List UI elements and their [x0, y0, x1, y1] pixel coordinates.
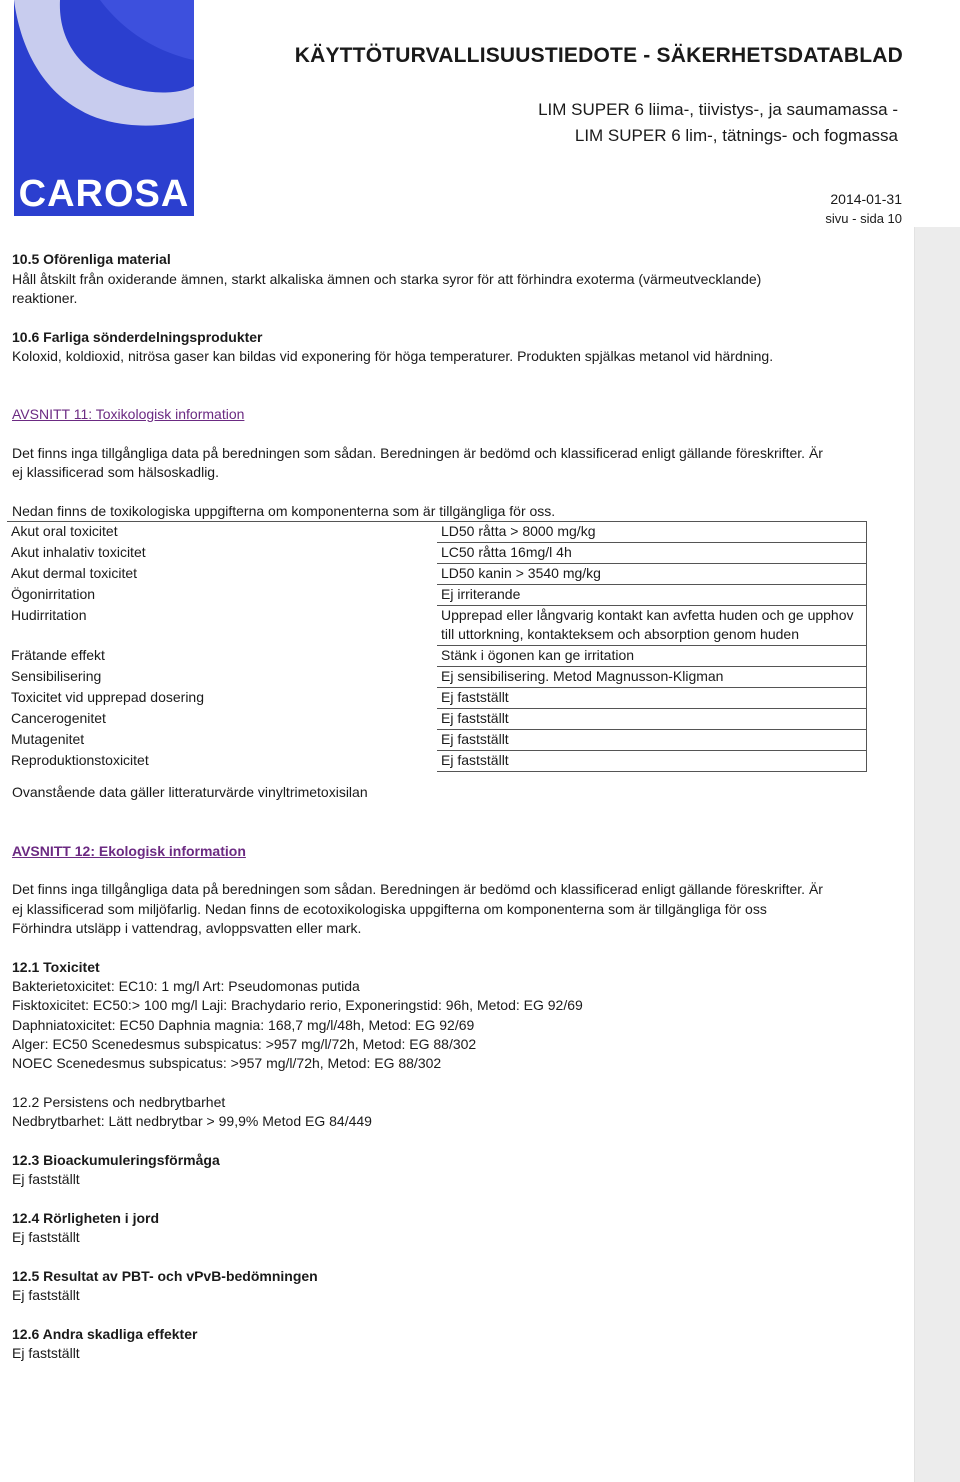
section-12-6-heading: 12.6 Andra skadliga effekter [12, 1326, 198, 1342]
table-row [7, 585, 867, 606]
carosa-logo-graphic [0, 0, 200, 220]
section-12-paragraph-cont: ej klassificerad som miljöfarlig. Nedan finns de ecotoxikologiska uppgifterna om komponenterna som är tillgängliga för oss [12, 901, 767, 917]
toxicity-line: Bakterietoxicitet: EC10: 1 mg/l Art: Pseudomonas putida [12, 978, 360, 994]
table-cell-value: Ej irriterande [437, 585, 867, 606]
table-row [7, 751, 867, 772]
table-note: Ovanstående data gäller litteraturvärde vinyltrimetoxisilan [12, 784, 368, 800]
table-cell-value: LC50 råtta 16mg/l 4h [437, 543, 867, 564]
section-12-4-text: Ej fastställt [12, 1229, 80, 1245]
section-12-5-text: Ej fastställt [12, 1287, 80, 1303]
table-row [7, 606, 867, 646]
section-12-4-heading: 12.4 Rörligheten i jord [12, 1210, 160, 1226]
section-11-paragraph-cont: ej klassificerad som hälsoskadlig. [12, 464, 219, 480]
table-cell-label: Akut oral toxicitet [7, 522, 437, 543]
carosa-logo [0, 0, 200, 220]
table-cell-label: Akut inhalativ toxicitet [11, 543, 146, 560]
product-name-sv: LIM SUPER 6 lim-, tätnings- och fogmassa [574, 126, 898, 145]
document-date: 2014-01-31 [830, 191, 902, 207]
section-11-heading: AVSNITT 11: Toxikologisk information [12, 406, 245, 422]
toxicity-line: Fisktoxicitet: EC50:> 100 mg/l Laji: Brachydario rerio, Exponeringstid: 96h, Metod: EG 92/69 [12, 997, 583, 1013]
table-cell-value: LD50 råtta > 8000 mg/kg [437, 522, 867, 543]
section-12-paragraph: Det finns inga tillgångliga data på beredningen som sådan. Beredningen är bedömd och klassificerad enligt gällande föreskrifter. Är [12, 881, 823, 897]
table-row [7, 522, 867, 543]
table-row [7, 667, 867, 688]
table-cell-value: Ej fastställt [437, 709, 867, 730]
section-11-intro: Nedan finns de toxikologiska uppgifterna om komponenterna som är tillgängliga för oss. [12, 503, 556, 519]
section-12-2-heading: 12.2 Persistens och nedbrytbarhet [12, 1094, 226, 1110]
section-10-6-heading: 10.6 Farliga sönderdelningsprodukter [12, 329, 263, 345]
logo-text: CAROSA [18, 173, 190, 215]
table-cell-value: Ej fastställt [437, 730, 867, 751]
product-name-fi: LIM SUPER 6 liima-, tiivistys-, ja saumamassa - [538, 100, 898, 119]
table-cell-value: Ej fastställt [437, 751, 867, 772]
toxicity-line: NOEC Scenedesmus subspicatus: >957 mg/l/72h, Metod: EG 88/302 [12, 1055, 442, 1071]
table-row [7, 543, 867, 564]
table-cell-label: Hudirritation [11, 606, 87, 623]
toxicity-line: Daphniatoxicitet: EC50 Daphnia magnia: 168,7 mg/l/48h, Metod: EG 92/69 [12, 1017, 475, 1033]
table-cell-label: Frätande effekt [11, 646, 105, 663]
section-10-5-text: Håll åtskilt från oxiderande ämnen, starkt alkaliska ämnen och starka syror för att förhindra exoterma (värmeutvecklande) [12, 271, 762, 287]
table-cell-value: Upprepad eller långvarig kontakt kan avfetta huden och ge upphov till uttorkning, kontakteksem och absorption genom huden [437, 606, 867, 646]
page-number: sivu - sida 10 [825, 211, 902, 226]
table-row [7, 646, 867, 667]
table-cell-label: Reproduktionstoxicitet [11, 751, 149, 768]
section-10-5-text-cont: reaktioner. [12, 290, 78, 306]
table-cell-value: Ej fastställt [437, 688, 867, 709]
table-row [7, 709, 867, 730]
toxicity-line: Alger: EC50 Scenedesmus subspicatus: >957 mg/l/72h, Metod: EG 88/302 [12, 1036, 477, 1052]
table-cell-label: Mutagenitet [11, 730, 85, 747]
table-cell-label: Cancerogenitet [11, 709, 106, 726]
section-10-5-heading: 10.5 Oförenliga material [12, 251, 171, 267]
table-cell-value: Ej sensibilisering. Metod Magnusson-Kligman [437, 667, 867, 688]
table-row [7, 730, 867, 751]
section-12-6-text: Ej fastställt [12, 1345, 80, 1361]
table-cell-label: Akut dermal toxicitet [11, 564, 138, 581]
section-12-3-heading: 12.3 Bioackumuleringsförmåga [12, 1152, 220, 1168]
section-12-2-text: Nedbrytbarhet: Lätt nedbrytbar > 99,9% Metod EG 84/449 [12, 1113, 372, 1129]
section-12-heading: AVSNITT 12: Ekologisk information [12, 843, 246, 859]
table-cell-value: LD50 kanin > 3540 mg/kg [437, 564, 867, 585]
document-title: KÄYTTÖTURVALLISUUSTIEDOTE - SÄKERHETSDATABLAD [294, 44, 903, 67]
table-cell-label: Ögonirritation [11, 585, 96, 602]
scrollbar-track[interactable] [914, 227, 960, 1482]
section-12-3-text: Ej fastställt [12, 1171, 80, 1187]
section-12-5-heading: 12.5 Resultat av PBT- och vPvB-bedömningen [12, 1268, 318, 1284]
section-10-6-text: Koloxid, koldioxid, nitrösa gaser kan bildas vid exponering för höga temperaturer. Produkten spjälkas metanol vid härdning. [12, 348, 774, 364]
table-cell-label: Toxicitet vid upprepad dosering [11, 688, 205, 705]
table-cell-label: Sensibilisering [11, 667, 102, 684]
toxicology-table [7, 521, 867, 772]
table-row [7, 564, 867, 585]
section-11-paragraph: Det finns inga tillgångliga data på beredningen som sådan. Beredningen är bedömd och klassificerad enligt gällande föreskrifter. Är [12, 445, 823, 461]
table-cell-value: Stänk i ögonen kan ge irritation [437, 646, 867, 667]
section-12-1-heading: 12.1 Toxicitet [12, 959, 100, 975]
section-12-paragraph-cont2: Förhindra utsläpp i vattendrag, avloppsvatten eller mark. [12, 920, 362, 936]
table-row [7, 688, 867, 709]
